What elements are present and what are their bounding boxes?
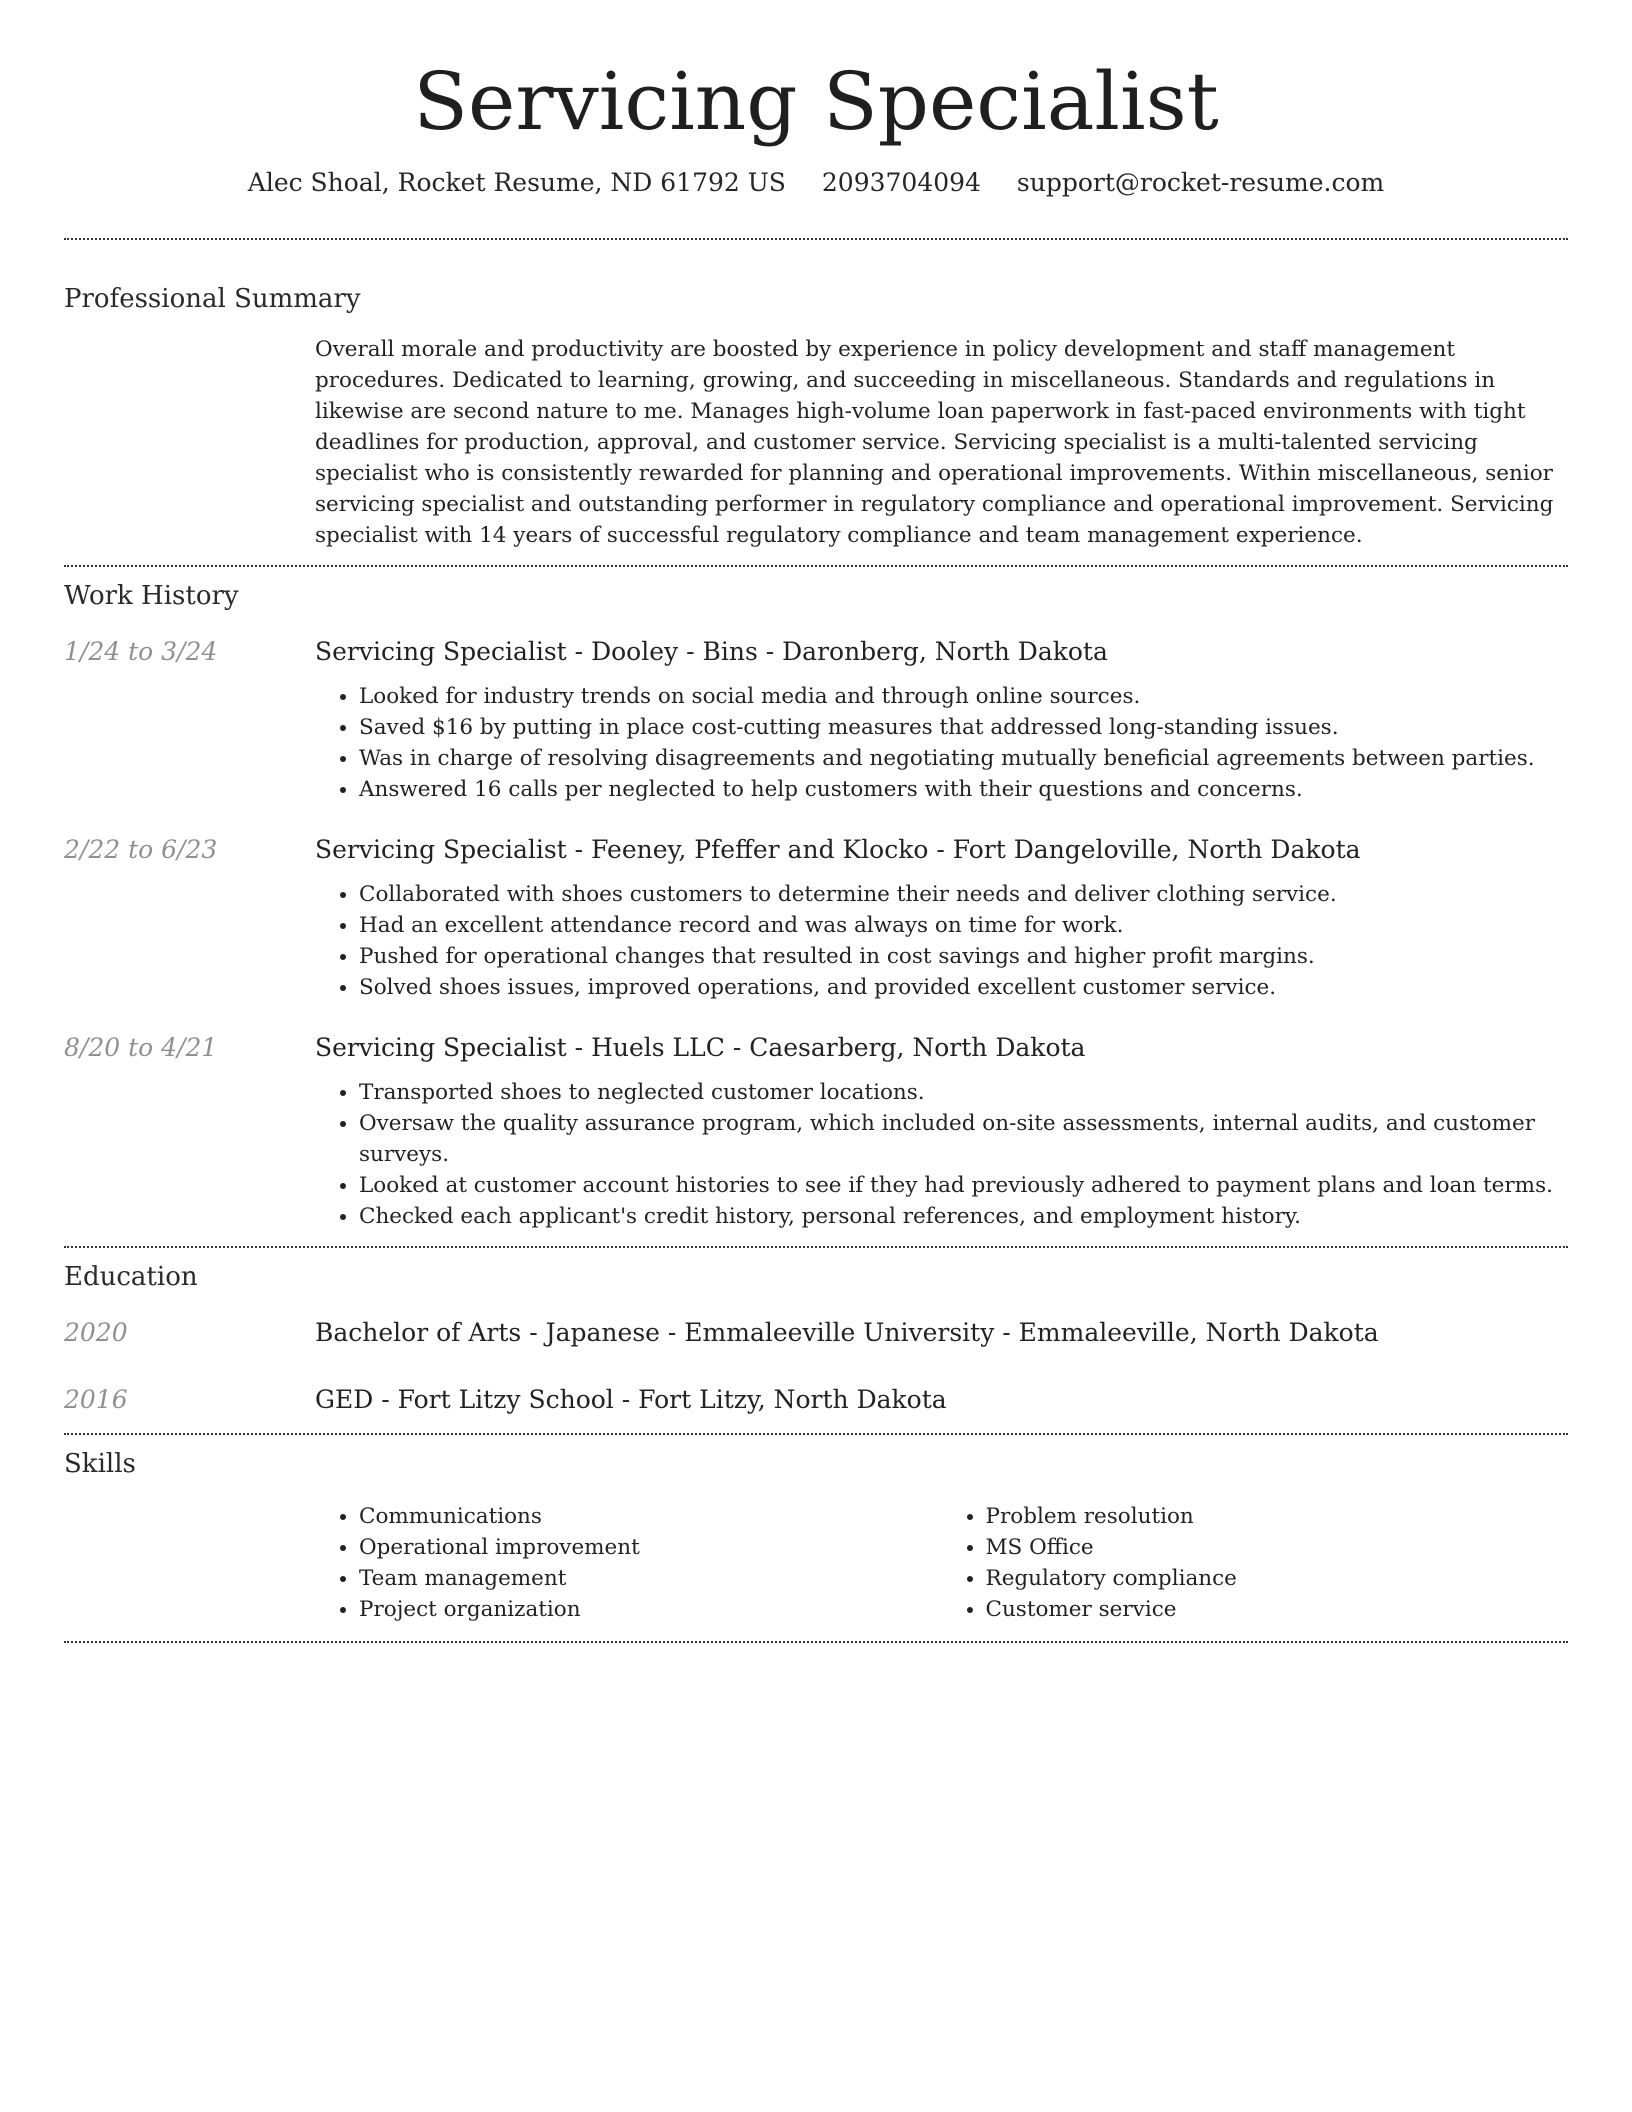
- divider: [64, 565, 1568, 567]
- skill-item: • Project organization: [359, 1594, 942, 1625]
- education-entry: [64, 1316, 1568, 1350]
- skills-section: [64, 1447, 1568, 1625]
- contact-address: Alec Shoal, Rocket Resume, ND 61792 US: [247, 168, 786, 197]
- job-bullets: [315, 681, 1568, 805]
- list-item: • Had an excellent attendance record and was always on time for work.: [359, 910, 1568, 941]
- list-item: • Solved shoes issues, improved operations, and provided excellent customer service.: [359, 972, 1568, 1003]
- contact-phone: 2093704094: [821, 168, 981, 197]
- job-entry: [64, 635, 1568, 805]
- skill-item: • Customer service: [986, 1594, 1569, 1625]
- list-item: • Looked at customer account histories to see if they had previously adhered to payment plans and loan terms.: [359, 1170, 1568, 1201]
- skill-item: • MS Office: [986, 1532, 1569, 1563]
- job-dates: 1/24 to 3/24: [64, 637, 218, 666]
- section-heading-work: Work History: [64, 581, 239, 611]
- job-dates: 8/20 to 4/21: [64, 1033, 218, 1062]
- section-heading-education: Education: [64, 1262, 198, 1292]
- divider: [64, 1433, 1568, 1435]
- job-bullets: [315, 879, 1568, 1003]
- list-item: • Was in charge of resolving disagreements and negotiating mutually beneficial agreements between parties.: [359, 743, 1568, 774]
- skills-column-left: [315, 1501, 942, 1625]
- contact-email: support@rocket-resume.com: [1016, 168, 1385, 197]
- list-item: • Oversaw the quality assurance program, which included on-site assessments, internal audits, and customer surveys.: [359, 1108, 1568, 1170]
- job-bullets: [315, 1077, 1568, 1232]
- resume-page: [64, 0, 1568, 1643]
- summary-text: Overall morale and productivity are boosted by experience in policy development and staff management procedures. Dedicated to learning, growing, and succeeding in miscellaneous. Standards and regulations in likewise are second nature to me. Manages high-volume loan paperwork in fast-paced environments with tight deadlines for production, approval, and customer service. Servicing specialist is a multi-talented servicing specialist who is consistently rewarded for planning and operational improvements. Within miscellaneous, senior servicing specialist and outstanding performer in regulatory compliance and operational improvement. Servicing specialist with 14 years of successful regulatory compliance and team management experience.: [315, 337, 1554, 548]
- education-text: Bachelor of Arts - Japanese - Emmaleeville University - Emmaleeville, North Dakota: [315, 1318, 1379, 1347]
- summary-section: [64, 282, 1568, 551]
- page-title: Servicing Specialist: [413, 55, 1219, 148]
- skills-list: [315, 1501, 1568, 1625]
- contact-line: [64, 166, 1568, 200]
- job-dates: 2/22 to 6/23: [64, 835, 218, 864]
- job-entry: [64, 833, 1568, 1003]
- skill-item: • Team management: [359, 1563, 942, 1594]
- education-entry: [64, 1383, 1568, 1417]
- job-entry: [64, 1031, 1568, 1232]
- list-item: • Saved $16 by putting in place cost-cutting measures that addressed long-standing issues.: [359, 712, 1568, 743]
- skills-column-right: [942, 1501, 1569, 1625]
- education-year: 2020: [64, 1318, 128, 1347]
- education-year: 2016: [64, 1385, 128, 1414]
- skill-item: • Communications: [359, 1501, 942, 1532]
- skill-item: • Operational improvement: [359, 1532, 942, 1563]
- divider: [64, 238, 1568, 240]
- list-item: • Answered 16 calls per neglected to help customers with their questions and concerns.: [359, 774, 1568, 805]
- skill-item: • Problem resolution: [986, 1501, 1569, 1532]
- list-item: • Pushed for operational changes that resulted in cost savings and higher profit margins.: [359, 941, 1568, 972]
- list-item: • Collaborated with shoes customers to determine their needs and deliver clothing service.: [359, 879, 1568, 910]
- list-item: • Looked for industry trends on social media and through online sources.: [359, 681, 1568, 712]
- section-heading-summary: Professional Summary: [64, 284, 361, 314]
- work-history-section: [64, 579, 1568, 1232]
- list-item: • Checked each applicant's credit history, personal references, and employment history.: [359, 1201, 1568, 1232]
- divider: [64, 1641, 1568, 1643]
- list-item: • Transported shoes to neglected customer locations.: [359, 1077, 1568, 1108]
- skill-item: • Regulatory compliance: [986, 1563, 1569, 1594]
- education-section: [64, 1260, 1568, 1417]
- divider: [64, 1246, 1568, 1248]
- job-title: Servicing Specialist - Feeney, Pfeffer and Klocko - Fort Dangeloville, North Dakota: [315, 835, 1361, 864]
- job-title: Servicing Specialist - Dooley - Bins - Daronberg, North Dakota: [315, 637, 1108, 666]
- education-text: GED - Fort Litzy School - Fort Litzy, North Dakota: [315, 1385, 947, 1414]
- job-title: Servicing Specialist - Huels LLC - Caesarberg, North Dakota: [315, 1033, 1086, 1062]
- section-heading-skills: Skills: [64, 1449, 136, 1479]
